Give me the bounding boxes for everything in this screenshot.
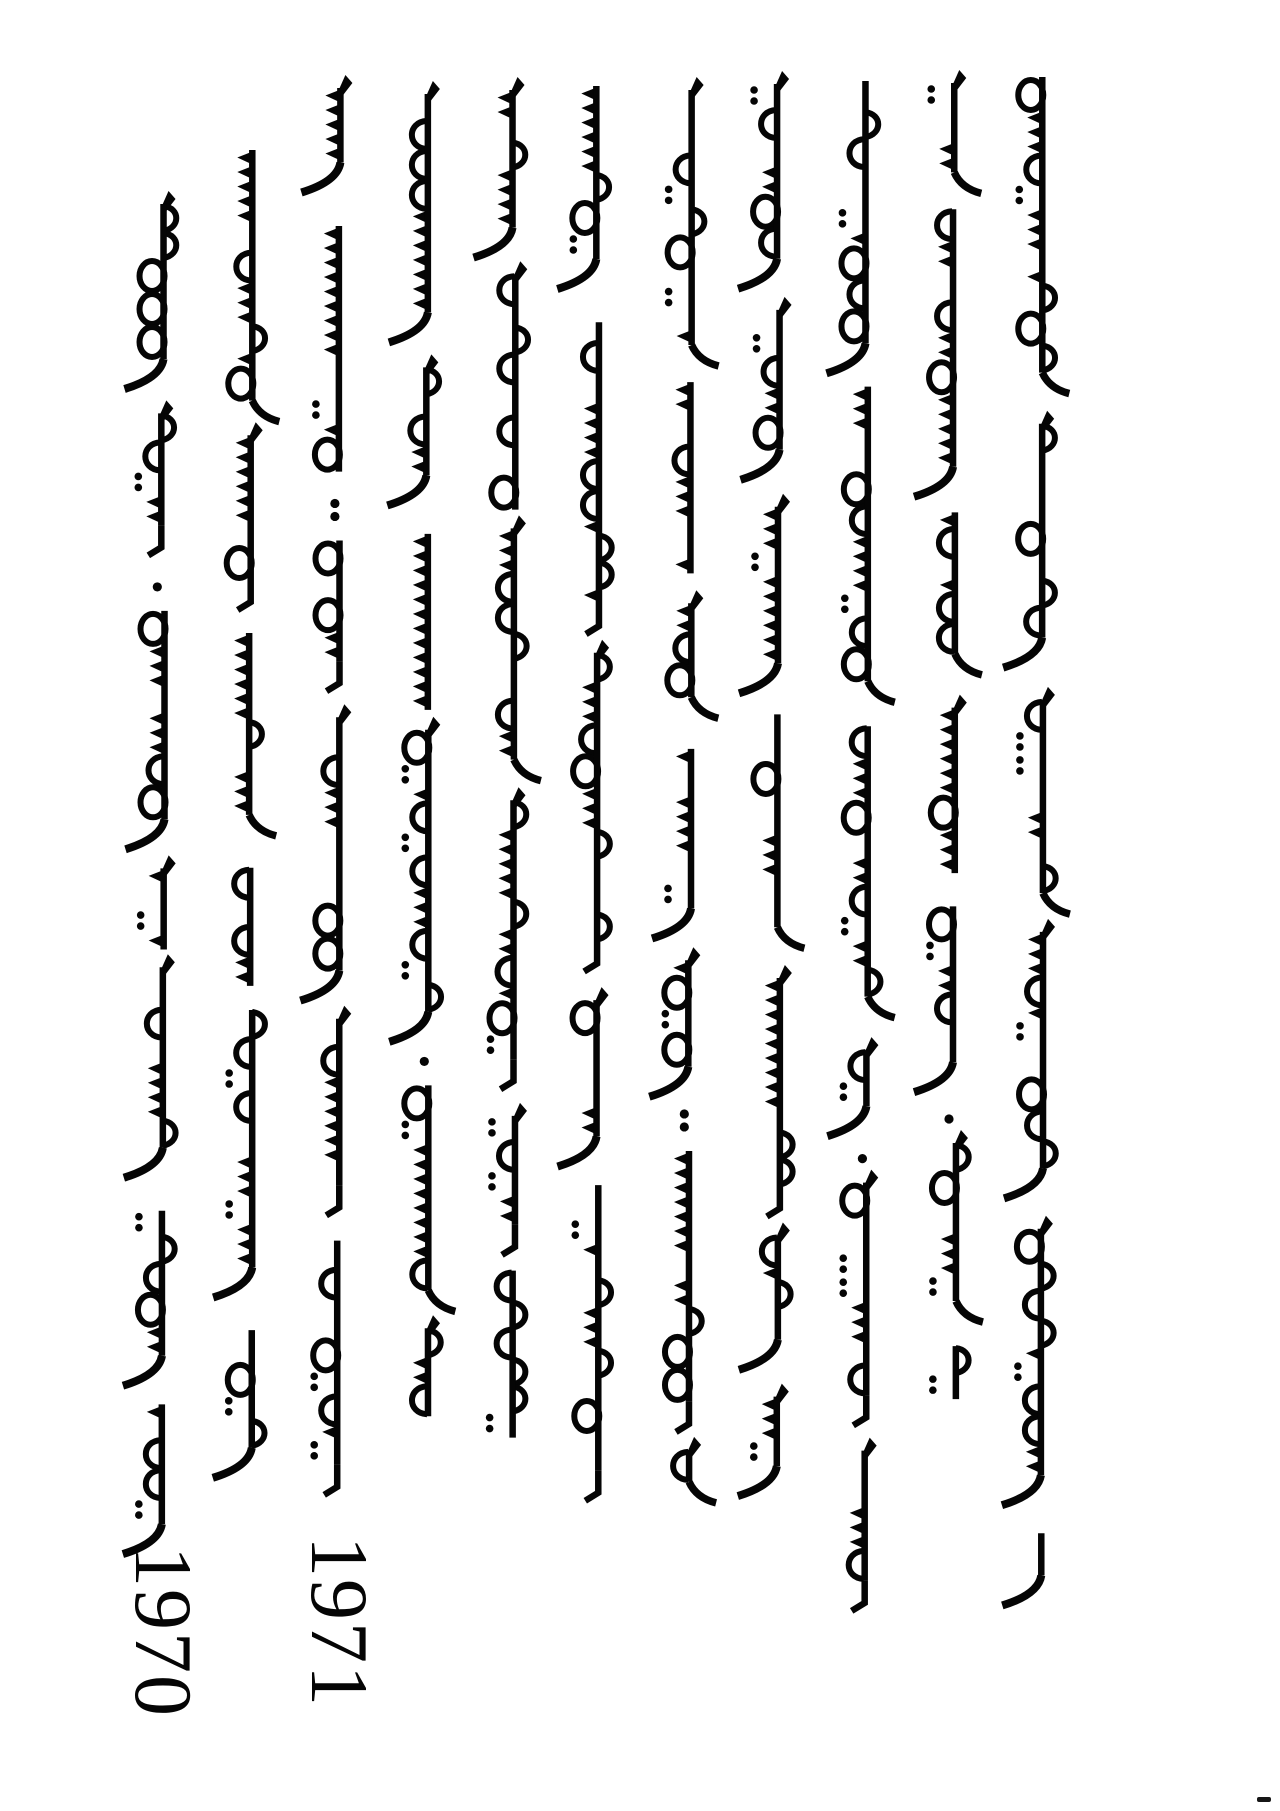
diacritic-dot (401, 972, 409, 980)
diacritic-dot (402, 1121, 410, 1129)
diacritic-dot (840, 1082, 848, 1090)
text-column (474, 77, 541, 1438)
diacritic-dot (135, 1213, 143, 1221)
glyph-tail-left (914, 1062, 953, 1092)
diacritic-dot (1016, 732, 1024, 740)
diacritic-dot (401, 765, 409, 773)
diacritic-dot (926, 942, 934, 950)
diacritic-dot (664, 896, 672, 904)
glyph-tail-left (387, 475, 426, 505)
corner-mark (1257, 1797, 1271, 1802)
glyph-descender (324, 1465, 337, 1495)
diacritic-dot (570, 246, 578, 254)
diacritic-dot (753, 345, 761, 353)
glyph-descender (852, 1581, 865, 1611)
diacritic-dot (135, 1500, 143, 1508)
diacritic-dot (1016, 756, 1024, 764)
diacritic-dot (310, 1373, 318, 1381)
glyph-descender (502, 1225, 515, 1255)
punctuation-dot (330, 512, 339, 521)
diacritic-dot (487, 1046, 495, 1054)
diacritic-dot (401, 776, 409, 784)
diacritic-dot (486, 1414, 494, 1422)
glyph-tail-left (649, 1067, 688, 1097)
diacritic-dot (665, 299, 673, 307)
diacritic-dot (402, 1132, 410, 1140)
diacritic-dot (401, 833, 409, 841)
glyph-tail-right (956, 1301, 983, 1322)
glyph-tail-left (1003, 638, 1042, 668)
glyph-tail-left (652, 908, 691, 938)
diacritic-dot (225, 1408, 233, 1416)
glyph-tail-right (955, 654, 982, 675)
glyph-descender (326, 1185, 339, 1215)
glyph-tail-left (741, 450, 780, 480)
diacritic-dot (840, 1093, 848, 1101)
glyph-tail-right (1043, 893, 1070, 914)
diacritic-dot (662, 1010, 670, 1018)
diacritic-dot (310, 1452, 318, 1460)
diacritic-dot (571, 1231, 579, 1239)
glyph-tail-left (389, 1012, 428, 1042)
diacritic-dot (137, 911, 145, 919)
diacritic-dot (1016, 767, 1024, 775)
diacritic-dot (1016, 743, 1024, 751)
diacritic-dot (750, 1453, 758, 1461)
glyph-descender (501, 1059, 514, 1089)
glyph-tail-left (123, 1356, 162, 1386)
diacritic-dot (401, 844, 409, 852)
glyph-tail-left (213, 1448, 252, 1478)
glyph-tail-right (691, 697, 718, 718)
glyph-descender (676, 1402, 689, 1432)
diacritic-dot (225, 1200, 233, 1208)
diacritic-dot (488, 1118, 496, 1126)
glyph-tail-right (252, 401, 279, 422)
glyph-tail-left (301, 163, 340, 193)
diacritic-dot (1015, 197, 1023, 205)
diacritic-dot (1014, 1362, 1022, 1370)
diacritic-dot (135, 1224, 143, 1232)
diacritic-dot (488, 1183, 496, 1191)
diacritic-dot (929, 1386, 937, 1394)
diacritic-dot (1016, 1022, 1024, 1030)
diacritic-dot (310, 1441, 318, 1449)
diacritic-dot (225, 1397, 233, 1405)
diacritic-dot (312, 411, 320, 419)
glyph-tail-left (389, 312, 428, 342)
diacritic-dot (225, 1069, 233, 1077)
diacritic-dot (312, 400, 320, 408)
glyph-descender (148, 525, 161, 555)
diacritic-dot (486, 1425, 494, 1433)
glyph-tail-left (124, 1148, 163, 1178)
diacritic-dot (665, 288, 673, 296)
diacritic-dot (135, 484, 143, 492)
punctuation-dot (330, 499, 339, 508)
punctuation-dot (420, 1057, 429, 1066)
glyph-tail-right (868, 997, 895, 1018)
glyph-tail-right (777, 927, 804, 948)
diacritic-dot (1015, 186, 1023, 194)
diacritic-dot (751, 552, 759, 560)
diacritic-dot (841, 928, 849, 936)
glyph-tail-right (954, 172, 981, 193)
diacritic-dot (662, 1021, 670, 1029)
diacritic-dot (841, 594, 849, 602)
diacritic-dot (926, 953, 934, 961)
glyph-descender (853, 1395, 866, 1425)
diacritic-dot (927, 85, 935, 93)
diacritic-dot (929, 1277, 937, 1285)
glyph-tail-left (739, 663, 778, 693)
diacritic-dot (839, 220, 847, 228)
text-column (914, 70, 983, 1399)
glyph-tail-left (1002, 1575, 1041, 1605)
text-column (738, 71, 805, 1496)
diacritic-dot (665, 197, 673, 205)
glyph-tail-left (738, 259, 777, 289)
diacritic-dot (401, 961, 409, 969)
diacritic-dot (929, 1375, 937, 1383)
diacritic-dot (487, 1035, 495, 1043)
diacritic-dot (1014, 1373, 1022, 1381)
glyph-tail-left (1002, 1475, 1041, 1505)
glyph-tail-left (125, 359, 164, 389)
diacritic-dot (135, 473, 143, 481)
diacritic-dot (571, 1220, 579, 1228)
glyph-tail-left (914, 467, 953, 497)
glyph-tail-right (249, 815, 276, 836)
glyph-tail-left (557, 259, 596, 289)
diacritic-dot (750, 1442, 758, 1450)
glyph-tail-left (827, 1106, 866, 1136)
glyph-tail-right (689, 1482, 716, 1503)
punctuation-dot (858, 1154, 867, 1163)
glyph-tail-left (558, 1137, 597, 1167)
text-column (1002, 77, 1070, 1605)
diacritic-dot (137, 922, 145, 930)
diacritic-dot (488, 1172, 496, 1180)
diacritic-dot (841, 917, 849, 925)
diacritic-dot (488, 1129, 496, 1137)
text-column (118, 191, 209, 1718)
diacritic-dot (664, 885, 672, 893)
diacritic-dot (839, 1265, 847, 1273)
glyph-tail-left (1004, 1168, 1043, 1198)
diacritic-dot (310, 1384, 318, 1392)
glyph-tail-right (1042, 373, 1069, 394)
text-column (387, 81, 455, 1416)
text-column (826, 81, 894, 1611)
diacritic-dot (929, 1288, 937, 1296)
punctuation-dot (944, 1114, 953, 1123)
diacritic-dot (225, 1080, 233, 1088)
glyph-tail-left (474, 228, 513, 258)
punctuation-dot (680, 1109, 689, 1118)
punctuation-dot (153, 582, 162, 591)
diacritic-dot (751, 563, 759, 571)
diacritic-dot (1016, 1033, 1024, 1041)
glyph-tail-right (428, 1290, 455, 1311)
diacritic-dot (135, 1511, 143, 1519)
glyph-tail-left (213, 1267, 252, 1297)
glyph-descender (238, 580, 251, 610)
diacritic-dot (753, 334, 761, 342)
text-column (213, 150, 280, 1478)
glyph-tail-left (300, 971, 339, 1001)
glyph-tail-left (126, 819, 165, 849)
diacritic-dot (570, 235, 578, 243)
glyph-descender (327, 661, 340, 691)
text-column (557, 86, 611, 1501)
diacritic-dot (841, 605, 849, 613)
year-label: 1971 (294, 1536, 385, 1708)
diacritic-dot (839, 209, 847, 217)
punctuation-dot (680, 1122, 689, 1131)
glyph-descender (586, 604, 599, 634)
text-column (649, 77, 718, 1503)
glyph-tail-left (739, 1340, 778, 1370)
diacritic-dot (665, 186, 673, 194)
diacritic-dot (839, 1278, 847, 1286)
year-label: 1970 (118, 1546, 209, 1718)
diacritic-dot (225, 1211, 233, 1219)
diacritic-dot (750, 97, 758, 105)
diacritic-dot (927, 96, 935, 104)
glyph-tail-right (868, 681, 895, 702)
text-column (294, 75, 385, 1708)
glyph-tail-right (692, 345, 719, 366)
glyph-tail-left (826, 343, 865, 373)
diacritic-dot (750, 86, 758, 94)
diacritic-dot (839, 1254, 847, 1262)
glyph-tail-right (514, 760, 541, 781)
glyph-descender (584, 942, 597, 972)
glyph-tail-left (738, 1466, 777, 1496)
glyph-descender (585, 1471, 598, 1501)
glyph-descender (767, 1186, 780, 1216)
diacritic-dot (839, 1289, 847, 1297)
